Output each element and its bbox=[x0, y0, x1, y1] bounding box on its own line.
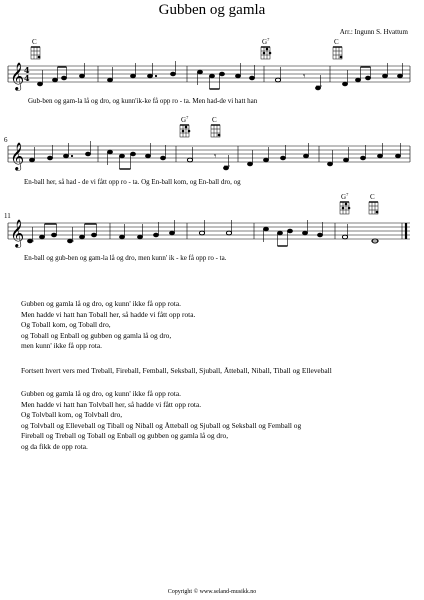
svg-text:4: 4 bbox=[24, 73, 30, 83]
sheet-music bbox=[0, 0, 424, 270]
chord-name-g7: $G^7$ bbox=[181, 115, 189, 124]
measure-number-6: 6 bbox=[4, 136, 8, 144]
treble-clef-icon: 𝄞 bbox=[10, 62, 25, 90]
chord-diagram-g7 bbox=[180, 125, 189, 137]
treble-clef-icon: 𝄞 bbox=[10, 219, 25, 247]
lyrics-line-1: Gub-ben og gam-la lå og dro, og kunn'ik-ke få opp ro - ta. Men had-de vi hatt han bbox=[28, 97, 258, 105]
chord-name-c: C bbox=[32, 38, 37, 46]
chord-name-c: C bbox=[334, 38, 339, 46]
verse-2: Gubben og gamla lå og dro, og kunn' ikke få opp rota. Men hadde vi hatt han Tolvball her, så hadde vi fått opp rota. Og Tolvball kom, og Tolvball dro, og Tolvball og Elleveball og Tiball og Niball og Åtteball og Sjuball og Seksball og Femball og Fireball og Treball og Toball og Enball og gubben og gamla lå og dro, og da fikk de opp rota. bbox=[21, 389, 302, 451]
treble-clef-icon: 𝄞 bbox=[10, 142, 25, 170]
eighth-rest-icon: 𝄾 bbox=[303, 72, 306, 82]
staff-3 bbox=[8, 223, 410, 239]
arranger-credit: Arr.: Ingunn S. Hvattum bbox=[339, 28, 408, 36]
chord-diagram-g7 bbox=[340, 202, 349, 214]
chord-diagram-g7 bbox=[261, 47, 270, 59]
chord-name-c: C bbox=[370, 193, 375, 201]
verse-1: Gubben og gamla lå og dro, og kunn' ikke få opp rota. Men hadde vi hatt han Toball her, så hadde vi fått opp rota. Og Toball kom, og Toball dro, og Toball og Enball og gubben og gamla lå og dro, men kunn' ikke få opp rota. bbox=[21, 299, 196, 350]
chord-name-g7: $G^7$ bbox=[341, 192, 349, 201]
chord-name-c: C bbox=[212, 116, 217, 124]
instruction-text: Fortsett hvert vers med Treball, Fireball, Femball, Seksball, Sjuball, Åtteball, Niball, Tiball og Elleveball bbox=[21, 366, 332, 375]
chord-name-g7: $G^7$ bbox=[262, 37, 270, 46]
lyrics-line-2: En-ball her, så had - de vi fått opp ro - ta. Og En-ball kom, og En-ball dro, og bbox=[24, 178, 241, 186]
staff-1 bbox=[8, 66, 410, 82]
measure-number-11: 11 bbox=[4, 212, 11, 220]
lyrics-line-3: En-ball og gub-ben og gam-la lå og dro, men kunn' ik - ke få opp ro - ta. bbox=[24, 254, 227, 262]
copyright-footer: Copyright © www.seland-musikk.no bbox=[167, 589, 257, 595]
eighth-rest-icon: 𝄾 bbox=[214, 152, 217, 162]
time-signature: 4 bbox=[24, 65, 30, 75]
page-title: Gubben og gamla bbox=[158, 2, 266, 18]
